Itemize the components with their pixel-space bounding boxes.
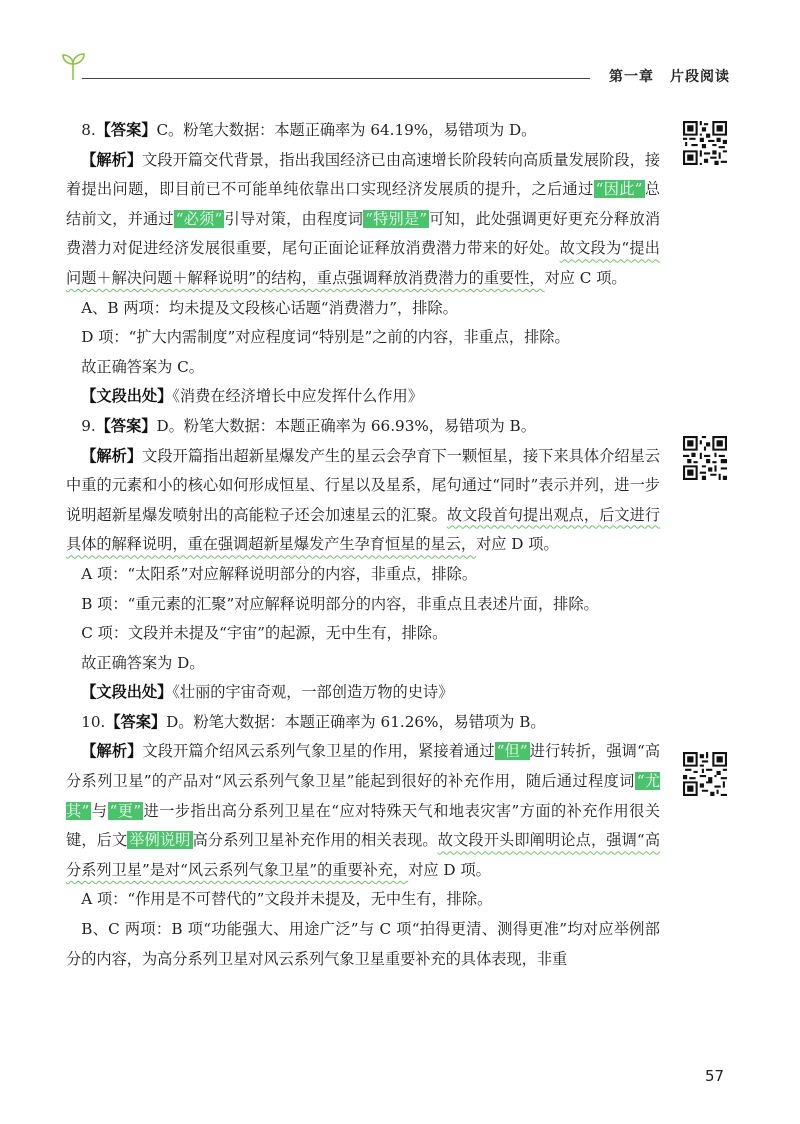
q8-analysis-part1: 文段开篇交代背景，指出我国经济已由高速增长阶段转向高质量发展阶段，接着提出问题，即目前已不可能单纯依靠出口实现经济发展质的提升，之后通过 bbox=[66, 150, 661, 199]
q9-option-c: C 项：文段并未提及“宇宙”的起源，无中生有，排除。 bbox=[81, 624, 448, 643]
q9-key-conclusion: 故文段首句提出观点，后文进行具体的解释说明，重在强调超新星爆发产生孕育恒星的星云， bbox=[66, 505, 661, 554]
q10-analysis-tag: 【解析】 bbox=[81, 742, 143, 761]
q10-analysis-part5: 高分系列卫星补充作用的相关表现。 bbox=[192, 831, 438, 850]
q8-analysis bbox=[66, 146, 660, 294]
q10-option-bc: B、C 两项：B 项“功能强大、用途广泛”与 C 项“拍得更清、测得更准”均对应举例部分的内容，为高分系列卫星对风云系列气象卫星重要补充的具体表现，非重 bbox=[66, 920, 660, 968]
q10-analysis bbox=[66, 737, 660, 885]
q9-analysis-tag: 【解析】 bbox=[81, 446, 143, 465]
q10-answer bbox=[66, 708, 660, 738]
q8-source-tag: 【文段出处】 bbox=[81, 387, 173, 406]
q9-number: 9. bbox=[81, 416, 96, 435]
q8-option-d: D 项：“扩大内需制度”对应程度词“特别是”之前的内容，非重点，排除。 bbox=[81, 328, 570, 347]
q8-answer-tag: 【答案】 bbox=[95, 121, 157, 139]
q8-answer bbox=[66, 116, 660, 146]
q8-key-conclusion: 故文段为“提出问题＋解决问题＋解释说明”的结构，重点强调释放消费潜力的重要性， bbox=[66, 239, 660, 287]
q10-number: 10. bbox=[81, 712, 106, 731]
q10-keyword-youqi: “尤其” bbox=[66, 772, 661, 820]
q9-answer bbox=[66, 412, 660, 442]
q10-keyword-dan: “但” bbox=[496, 742, 528, 761]
q9-source-text: 《壮丽的宇宙奇观，一部创造万物的史诗》 bbox=[172, 683, 454, 702]
q9-analysis bbox=[66, 442, 660, 560]
q9-answer-text: D。粉笔大数据：本题正确率为 66.93%，易错项为 B。 bbox=[156, 416, 536, 435]
q9-correspond: 对应 D 项。 bbox=[476, 535, 559, 554]
q8-source bbox=[66, 382, 660, 412]
qr-code-icon[interactable] bbox=[683, 752, 727, 796]
q10-analysis-part1: 文段开篇介绍风云系列气象卫星的作用，紧接着通过 bbox=[142, 742, 495, 761]
q10-analysis-part2: 进行转折，强调“高分系列卫星”的产品对“风云系列气象卫星”能起到很好的补充作用，随后通过程度词 bbox=[66, 742, 661, 791]
answer-explanations bbox=[66, 116, 660, 974]
q8-analysis-tag: 【解析】 bbox=[81, 150, 143, 169]
q9-option-a: A 项：“太阳系”对应解释说明部分的内容，非重点，排除。 bbox=[81, 564, 478, 583]
q8-conclusion: 故正确答案为 C。 bbox=[81, 357, 204, 376]
q8-keyword-tebieshi: “特别是” bbox=[365, 209, 428, 228]
qr-code-icon[interactable] bbox=[683, 121, 727, 165]
q9-answer-tag: 【答案】 bbox=[95, 416, 157, 435]
q8-answer-text: C。粉笔大数据：本题正确率为 64.19%，易错项为 D。 bbox=[156, 121, 537, 139]
q10-key-conclusion: 故文段开头即阐明论点，强调“高分系列卫星”是对“风云系列气象卫星”的重要补充， bbox=[66, 831, 661, 879]
page-header bbox=[60, 52, 740, 92]
chapter-title bbox=[609, 66, 730, 86]
q9-analysis-part1: 文段开篇指出超新星爆发产生的星云会孕育下一颗恒星，接下来具体介绍星云中重的元素和小的核心如何形成恒星、行星以及星系，尾句通过“同时”表示并列，进一步说明超新星爆发喷射出的高能粒子还会加速星云的汇聚。 bbox=[66, 446, 661, 524]
q8-analysis-part3: 引导对策，由程度词 bbox=[224, 209, 364, 228]
q8-source-text: 《消费在经济增长中应发挥什么作用》 bbox=[172, 387, 423, 406]
q8-number: 8. bbox=[81, 121, 96, 139]
qr-code-icon[interactable] bbox=[683, 436, 727, 480]
q8-keyword-yinci: “因此” bbox=[595, 180, 643, 199]
q10-keyword-geng: “更” bbox=[109, 801, 142, 820]
section-name: 片段阅读 bbox=[670, 69, 730, 85]
q10-correspond: 对应 D 项。 bbox=[408, 860, 491, 879]
q10-option-a: A 项：“作用是不可替代的”文段并未提及，无中生有，排除。 bbox=[81, 890, 493, 909]
q8-analysis-part4: 可知，此处强调更好更充分释放消费潜力对促进经济发展很重要，尾句正面论证释放消费潜力带来的好处。 bbox=[66, 209, 661, 258]
q10-analysis-part3: 与 bbox=[91, 801, 108, 820]
q9-option-b: B 项：“重元素的汇聚”对应解释说明部分的内容，非重点且表述片面，排除。 bbox=[81, 594, 599, 613]
q8-analysis-part2: 总结前文，并通过 bbox=[66, 180, 661, 228]
q10-answer-text: D。粉笔大数据：本题正确率为 61.26%，易错项为 B。 bbox=[166, 712, 546, 731]
q9-source-tag: 【文段出处】 bbox=[81, 683, 173, 702]
q10-analysis-part4: 进一步指出高分系列卫星在“应对特殊天气和地表灾害”方面的补充作用很关键，后文 bbox=[66, 801, 661, 850]
q8-correspond: 对应 C 项。 bbox=[544, 268, 627, 287]
q8-keyword-bixu: “必须” bbox=[175, 209, 223, 228]
q10-keyword-example: 举例说明 bbox=[129, 831, 191, 850]
q9-source bbox=[66, 678, 660, 708]
q9-conclusion: 故正确答案为 D。 bbox=[81, 653, 205, 672]
q8-option-ab: A、B 两项：均未提及文段核心话题“消费潜力”，排除。 bbox=[81, 298, 458, 317]
page-number: 57 bbox=[705, 1067, 725, 1085]
header-rule bbox=[82, 78, 590, 79]
q10-answer-tag: 【答案】 bbox=[105, 712, 167, 731]
chapter-number: 第一章 bbox=[609, 69, 654, 85]
